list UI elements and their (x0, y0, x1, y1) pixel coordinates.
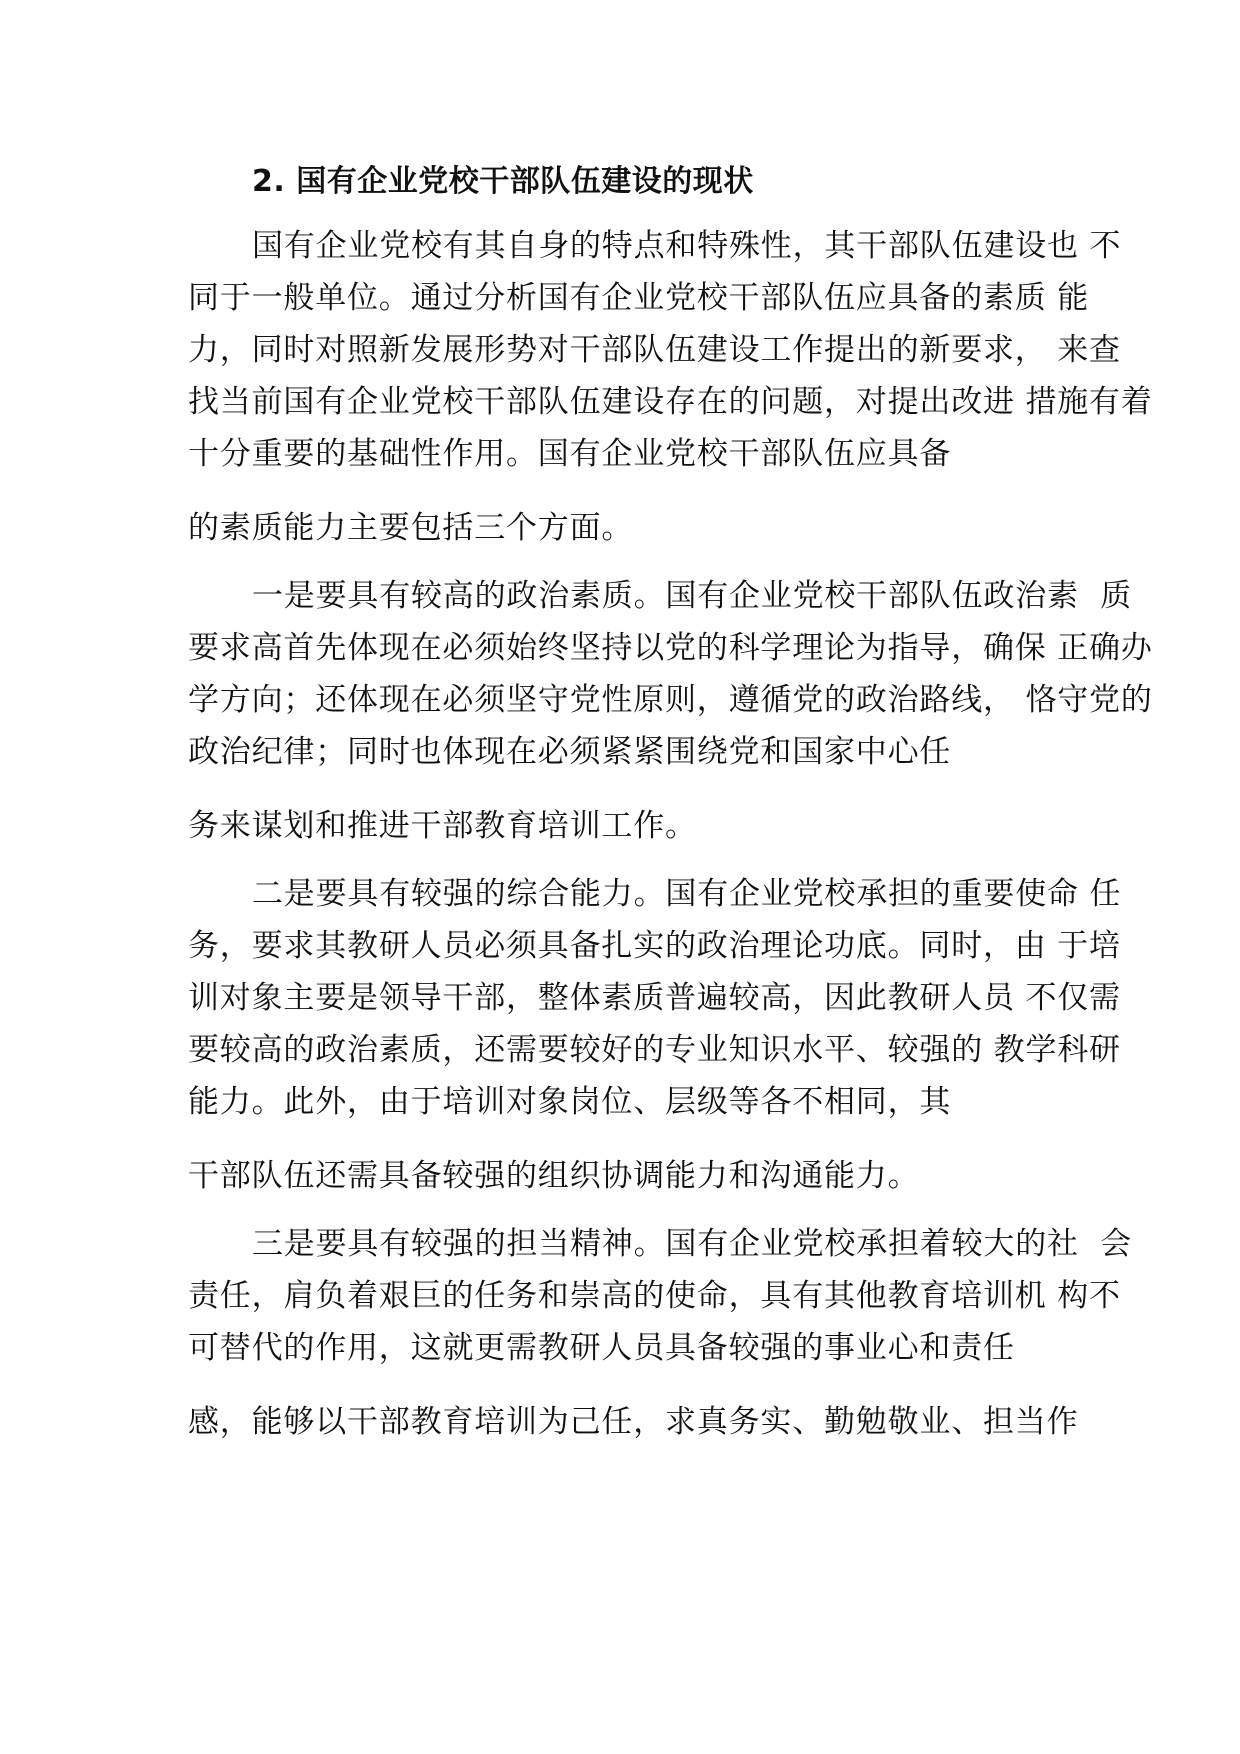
text-line: 可替代的作用，这就更需教研人员具备较强的事业心和责任 (188, 1330, 1015, 1366)
text-line: 十分重要的基础性作用。国有企业党校干部队伍应具备 (188, 436, 952, 472)
text-line: 政治纪律；同时也体现在必须紧紧围绕党和国家中心任 (188, 734, 952, 770)
text-line: 找当前国有企业党校干部队伍建设存在的问题，对提出改进 措施有着 (188, 384, 1153, 420)
text-line: 国有企业党校有其自身的特点和特殊性，其干部队伍建设也 不 (252, 228, 1122, 264)
text-line: 感，能够以干部教育培训为己任，求真务实、勤勉敬业、担当作 (188, 1404, 1079, 1440)
text-line: 能力。此外，由于培训对象岗位、层级等各不相同，其 (188, 1084, 952, 1120)
text-line: 务来谋划和推进干部教育培训工作。 (188, 808, 697, 844)
text-line: 干部队伍还需具备较强的组织协调能力和沟通能力。 (188, 1158, 920, 1194)
text-line: 学方向；还体现在必须坚守党性原则，遵循党的政治路线， 恪守党的 (188, 682, 1153, 718)
text-line: 二是要具有较强的综合能力。国有企业党校承担的重要使命 任 (252, 876, 1122, 912)
text-line: 的素质能力主要包括三个方面。 (188, 510, 634, 546)
section-heading: 2. 国有企业党校干部队伍建设的现状 (252, 164, 754, 199)
text-line: 务，要求其教研人员必须具备扎实的政治理论功底。同时，由 于培 (188, 928, 1121, 964)
text-line: 力，同时对照新发展形势对干部队伍建设工作提出的新要求， 来查 (188, 332, 1121, 368)
text-line: 训对象主要是领导干部，整体素质普遍较高，因此教研人员 不仅需 (188, 980, 1121, 1016)
text-line: 同于一般单位。通过分析国有企业党校干部队伍应具备的素质 能 (188, 280, 1090, 316)
text-line: 要求高首先体现在必须始终坚持以党的科学理论为指导，确保 正确办 (188, 630, 1153, 666)
text-line: 责任，肩负着艰巨的任务和崇高的使命，具有其他教育培训机 构不 (188, 1278, 1121, 1314)
text-line: 要较高的政治素质，还需要较好的专业知识水平、较强的 教学科研 (188, 1032, 1121, 1068)
text-line: 三是要具有较强的担当精神。国有企业党校承担着较大的社 会 (252, 1226, 1132, 1262)
text-line: 一是要具有较高的政治素质。国有企业党校干部队伍政治素 质 (252, 578, 1132, 614)
